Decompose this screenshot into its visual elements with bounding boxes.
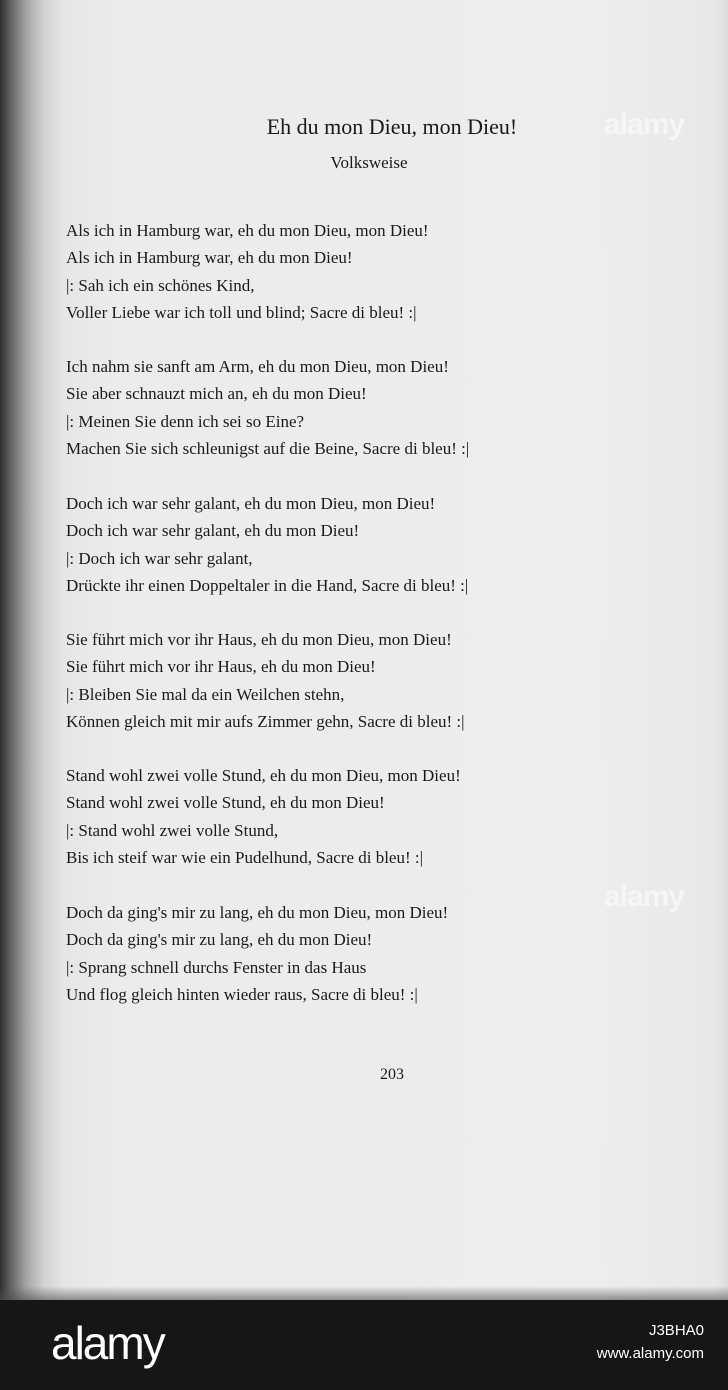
stanza-line: Voller Liebe war ich toll und blind; Sacre di bleu! :| <box>66 303 417 323</box>
stanza-line: |: Doch ich war sehr galant, <box>66 548 253 568</box>
stanza-line: |: Sah ich ein schönes Kind, <box>66 275 255 295</box>
page-number: 203 <box>380 1066 404 1083</box>
stanza-1 <box>66 217 706 327</box>
stanza-line: Stand wohl zwei volle Stund, eh du mon Dieu! <box>66 793 385 813</box>
stanza-line: Sie aber schnauzt mich an, eh du mon Dieu! <box>66 384 367 404</box>
stanza-line: Sie führt mich vor ihr Haus, eh du mon Dieu! <box>66 657 376 677</box>
stanza-line: Als ich in Hamburg war, eh du mon Dieu! <box>66 248 353 268</box>
stanza-line: Machen Sie sich schleunigst auf die Beine, Sacre di bleu! :| <box>66 439 470 459</box>
image-id: J3BHA0 <box>648 1322 704 1339</box>
stanza-line: Und flog gleich hinten wieder raus, Sacre di bleu! :| <box>66 985 418 1005</box>
site-url: www.alamy.com <box>596 1345 704 1362</box>
stanza-line: |: Sprang schnell durchs Fenster in das Haus <box>66 957 367 977</box>
stanza-line: |: Bleiben Sie mal da ein Weilchen stehn, <box>66 684 345 704</box>
stanza-line: Stand wohl zwei volle Stund, eh du mon Dieu, mon Dieu! <box>66 766 461 785</box>
stanza-line: Doch da ging's mir zu lang, eh du mon Dieu! <box>66 930 373 950</box>
watermark: alamy <box>604 880 685 913</box>
stanza-line: |: Meinen Sie denn ich sei so Eine? <box>66 411 305 431</box>
stanza-5 <box>66 762 706 872</box>
stanza-line: Können gleich mit mir aufs Zimmer gehn, Sacre di bleu! :| <box>66 712 465 732</box>
stanza-line: Doch ich war sehr galant, eh du mon Dieu, mon Dieu! <box>66 494 436 513</box>
stanza-6 <box>66 899 706 1009</box>
stanza-4 <box>66 626 706 736</box>
stanza-line: Als ich in Hamburg war, eh du mon Dieu, mon Dieu! <box>66 221 429 240</box>
stanza-line: Sie führt mich vor ihr Haus, eh du mon Dieu, mon Dieu! <box>66 630 452 649</box>
stanza-line: Doch da ging's mir zu lang, eh du mon Dieu, mon Dieu! <box>66 903 449 922</box>
alamy-logo: alamy <box>51 1317 164 1369</box>
stanza-3 <box>66 490 706 600</box>
stanza-line: Drückte ihr einen Doppeltaler in die Hand, Sacre di bleu! :| <box>66 576 469 596</box>
stanza-2 <box>66 353 706 463</box>
stanza-line: |: Stand wohl zwei volle Stund, <box>66 820 279 840</box>
stanza-line: Doch ich war sehr galant, eh du mon Dieu! <box>66 521 360 541</box>
stanza-line: Ich nahm sie sanft am Arm, eh du mon Dieu, mon Dieu! <box>66 357 449 376</box>
poem-title: Eh du mon Dieu, mon Dieu! <box>266 114 518 139</box>
page-edge-shadow <box>0 1286 728 1300</box>
stanza-line: Bis ich steif war wie ein Pudelhund, Sacre di bleu! :| <box>66 848 424 868</box>
watermark: alamy <box>604 108 685 141</box>
poem-subtitle: Volksweise <box>330 153 408 172</box>
